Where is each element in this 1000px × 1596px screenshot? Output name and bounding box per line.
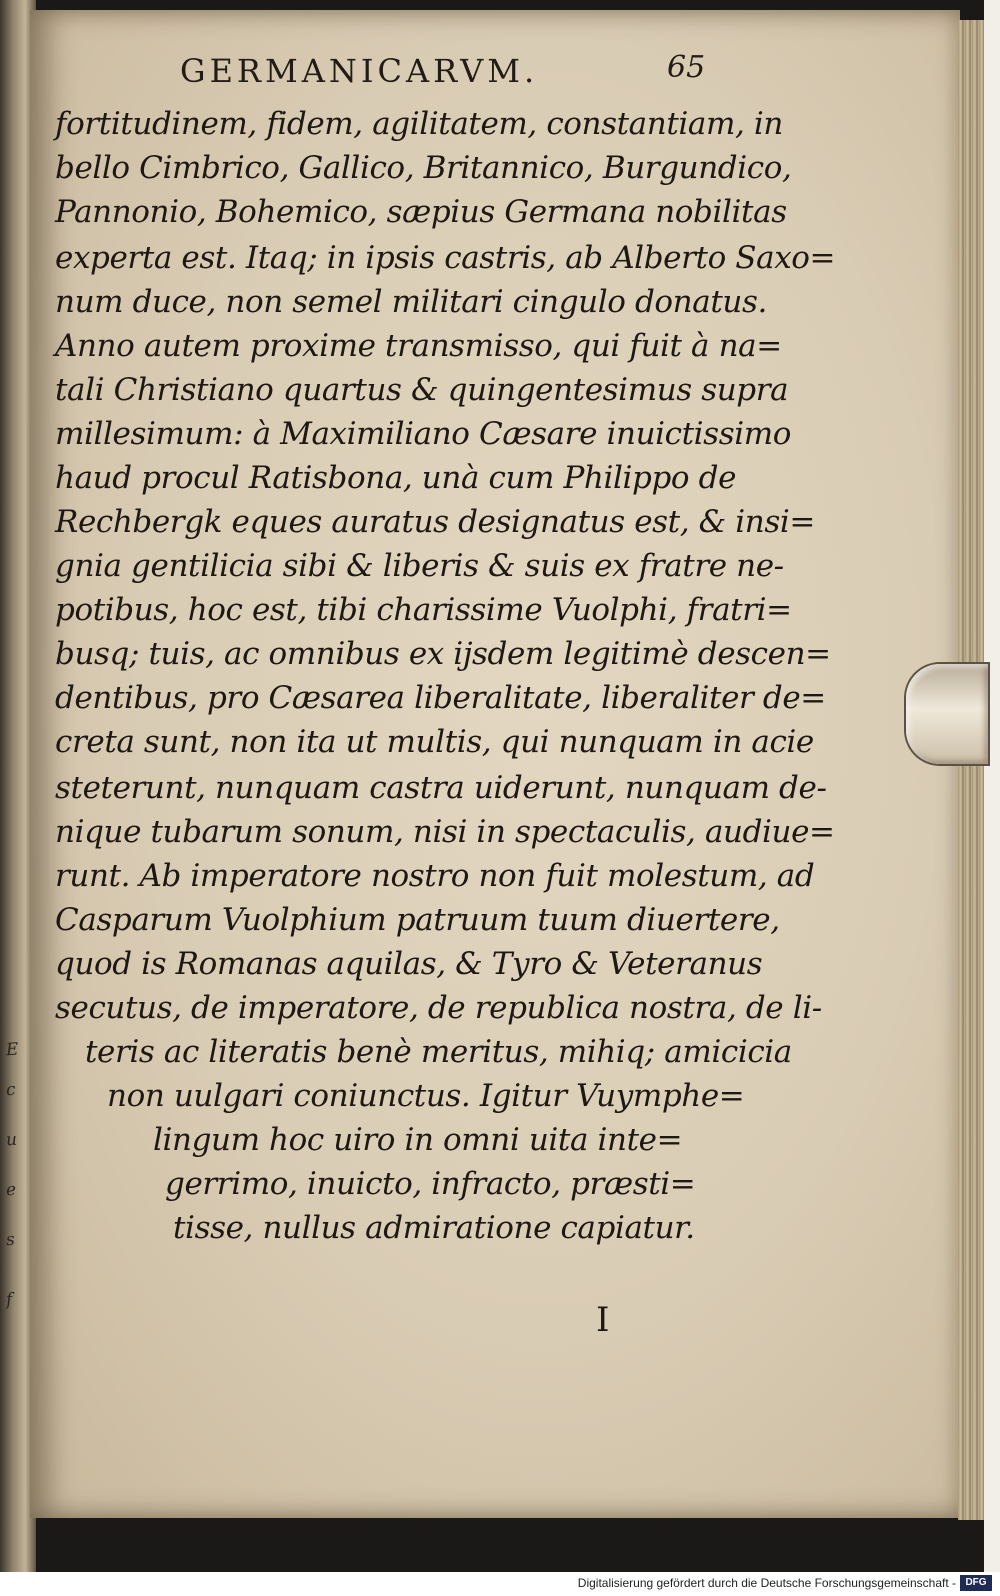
text-line: tali Christiano quartus & quingentesimus supra	[55, 372, 789, 408]
text-line: Anno autem proxime transmisso, qui fuit à na=	[55, 328, 782, 364]
text-line: teris ac literatis benè meritus, mihiq; amicicia	[85, 1034, 792, 1070]
text-line: num duce, non semel militari cingulo donatus.	[55, 284, 767, 320]
text-line: Casparum Vuolphium patruum tuum diuertere,	[55, 902, 780, 938]
text-line: Pannonio, Bohemico, sæpius Germana nobilitas	[55, 194, 787, 230]
text-line: nique tubarum sonum, nisi in spectaculis, audiue=	[55, 814, 835, 850]
text-line: bello Cimbrico, Gallico, Britannico, Burgundico,	[55, 150, 792, 186]
digitization-footer	[0, 1572, 1000, 1596]
text-line: Rechbergk eques auratus designatus est, & insi=	[55, 504, 815, 540]
text-line: steterunt, nunquam castra uiderunt, nunquam de-	[55, 770, 827, 806]
text-line: non uulgari coniunctus. Igitur Vuymphe=	[107, 1078, 745, 1114]
text-line: millesimum: à Maximiliano Cæsare inuictissimo	[55, 416, 791, 452]
text-line: busq; tuis, ac omnibus ex ijsdem legitimè descen=	[55, 636, 831, 672]
text-line: quod is Romanas aquilas, & Tyro & Veteranus	[55, 946, 763, 982]
text-line: haud procul Ratisbona, unà cum Philippo de	[55, 460, 737, 496]
text-line: secutus, de imperatore, de republica nostra, de li-	[55, 990, 822, 1026]
prev-page-fragment: u	[5, 1129, 18, 1151]
prev-page-fragment: E	[5, 1039, 20, 1061]
page-number: 65	[667, 50, 706, 85]
scan-margin	[984, 0, 1000, 1572]
text-line: dentibus, pro Cæsarea liberalitate, liberaliter de=	[55, 680, 826, 716]
funding-credit: Digitalisierung gefördert durch die Deutsche Forschungsgemeinschaft -	[577, 1576, 956, 1590]
text-line: potibus, hoc est, tibi charissime Vuolphi, fratri=	[55, 592, 792, 628]
text-line: gnia gentilicia sibi & liberis & suis ex fratre ne-	[55, 548, 784, 584]
prev-page-fragment: f	[5, 1289, 13, 1311]
text-line: gerrimo, inuicto, infracto, præsti=	[165, 1166, 696, 1202]
dfg-logo: DFG	[960, 1575, 992, 1591]
prev-page-fragment: e	[5, 1179, 17, 1201]
running-title: GERMANICARVM.	[180, 52, 539, 90]
running-header	[180, 52, 740, 90]
text-line: experta est. Itaq; in ipsis castris, ab Alberto Saxo=	[55, 240, 836, 276]
prev-page-fragment: c	[5, 1079, 17, 1101]
text-line: creta sunt, non ita ut multis, qui nunquam in acie	[55, 724, 814, 760]
text-line: lingum hoc uiro in omni uita inte=	[153, 1122, 683, 1158]
text-line: tisse, nullus admiratione capiatur.	[173, 1210, 695, 1246]
page-block-edges	[958, 20, 984, 1520]
book-page	[30, 10, 960, 1518]
book-clasp	[906, 664, 988, 764]
gathering-signature: I	[596, 1300, 610, 1340]
text-line: fortitudinem, fidem, agilitatem, constantiam, in	[55, 106, 783, 142]
text-line: runt. Ab imperatore nostro non fuit molestum, ad	[55, 858, 815, 894]
prev-page-fragment: s	[5, 1229, 16, 1251]
